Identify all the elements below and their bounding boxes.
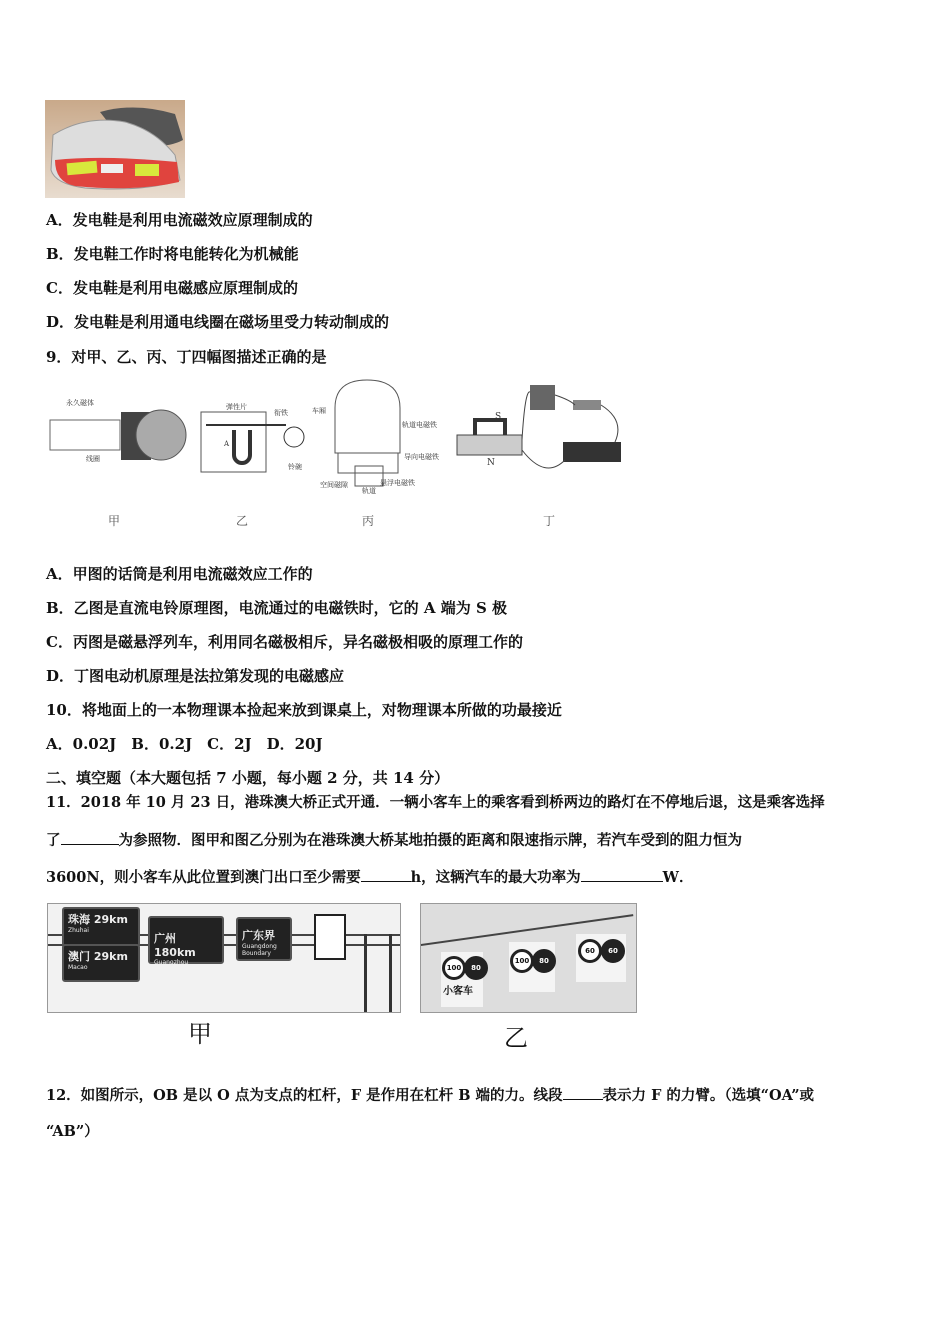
q10-options: A．0.02J B．0.2J C．2J D．20J xyxy=(46,735,323,753)
q8-option-c: C．发电鞋是利用电磁感应原理制成的 xyxy=(46,279,298,297)
q12-blank[interactable] xyxy=(563,1085,603,1100)
photo-caption-yi: 乙 xyxy=(504,1024,528,1052)
q12-line1: 12．如图所示，OB 是以 O 点为支点的杠杆，F 是作用在杠杆 B 端的力。线段 表示力 F 的力臂。（选填“OA”或 xyxy=(46,1087,815,1104)
q11-line3: 3600N，则小客车从此位置到澳门出口至少需要 h，这辆汽车的最大功率为 W． xyxy=(46,869,694,886)
q8-option-a: A．发电鞋是利用电流磁效应原理制成的 xyxy=(46,211,313,229)
figure-bing-maglev: 车厢 轨道电磁铁 导向电磁铁 空间磁隙 轨道 悬浮电磁铁 xyxy=(310,378,440,493)
q10-stem: 10．将地面上的一本物理课本捡起来放到课桌上，对物理课本所做的功最接近 xyxy=(46,701,562,719)
photo-jia-distance-sign: 珠海 29km Zhuhai 澳门 29km Macao 广州 180km Guangzhou 广东界 Guangdong Boundary xyxy=(47,903,401,1013)
figure-jia-microphone: 永久磁体 线圈 xyxy=(46,390,191,490)
q11-blank-power[interactable] xyxy=(581,867,663,882)
photo-caption-jia: 甲 xyxy=(188,1020,212,1048)
figure-ding-motor: S N xyxy=(455,380,625,490)
q11-blank-reference[interactable] xyxy=(61,830,119,845)
q9-option-d: D．丁图电动机原理是法拉第发现的电磁感应 xyxy=(46,667,345,685)
q11-line1: 11．2018 年 10 月 23 日，港珠澳大桥正式开通．一辆小客车上的乘客看到桥两边的路灯在不停地后退，这是乘客选择 xyxy=(46,794,825,811)
caption-jia: 甲 xyxy=(108,514,121,528)
q11-line2: 了 为参照物．图甲和图乙分别为在港珠澳大桥某地拍摄的距离和限速指示牌，若汽车受到的阻力恒为 xyxy=(46,832,742,849)
caption-bing: 丙 xyxy=(362,514,375,528)
q8-option-b: B．发电鞋工作时将电能转化为机械能 xyxy=(46,245,299,263)
q12-line2: “AB”） xyxy=(46,1123,99,1140)
shoe-image xyxy=(45,100,185,198)
q8-option-d: D．发电鞋是利用通电线圈在磁场里受力转动制成的 xyxy=(46,313,390,331)
caption-ding: 丁 xyxy=(543,514,556,528)
figure-yi-bell: 弹性片 衔铁 A 铃碗 xyxy=(196,390,321,490)
q9-stem: 9．对甲、乙、丙、丁四幅图描述正确的是 xyxy=(46,348,327,366)
caption-yi: 乙 xyxy=(236,514,249,528)
q11-blank-time[interactable] xyxy=(361,867,411,882)
q9-option-c: C．丙图是磁悬浮列车，利用同名磁极相斥，异名磁极相吸的原理工作的 xyxy=(46,633,523,651)
q9-option-b: B．乙图是直流电铃原理图，电流通过的电磁铁时，它的 A 端为 S 极 xyxy=(46,599,508,617)
q9-option-a: A．甲图的话筒是利用电流磁效应工作的 xyxy=(46,565,313,583)
section-heading: 二、填空题（本大题包括 7 小题，每小题 2 分，共 14 分） xyxy=(46,769,450,787)
photo-yi-speed-limit-sign: 100 80 100 80 60 60 小客车 xyxy=(420,903,637,1013)
